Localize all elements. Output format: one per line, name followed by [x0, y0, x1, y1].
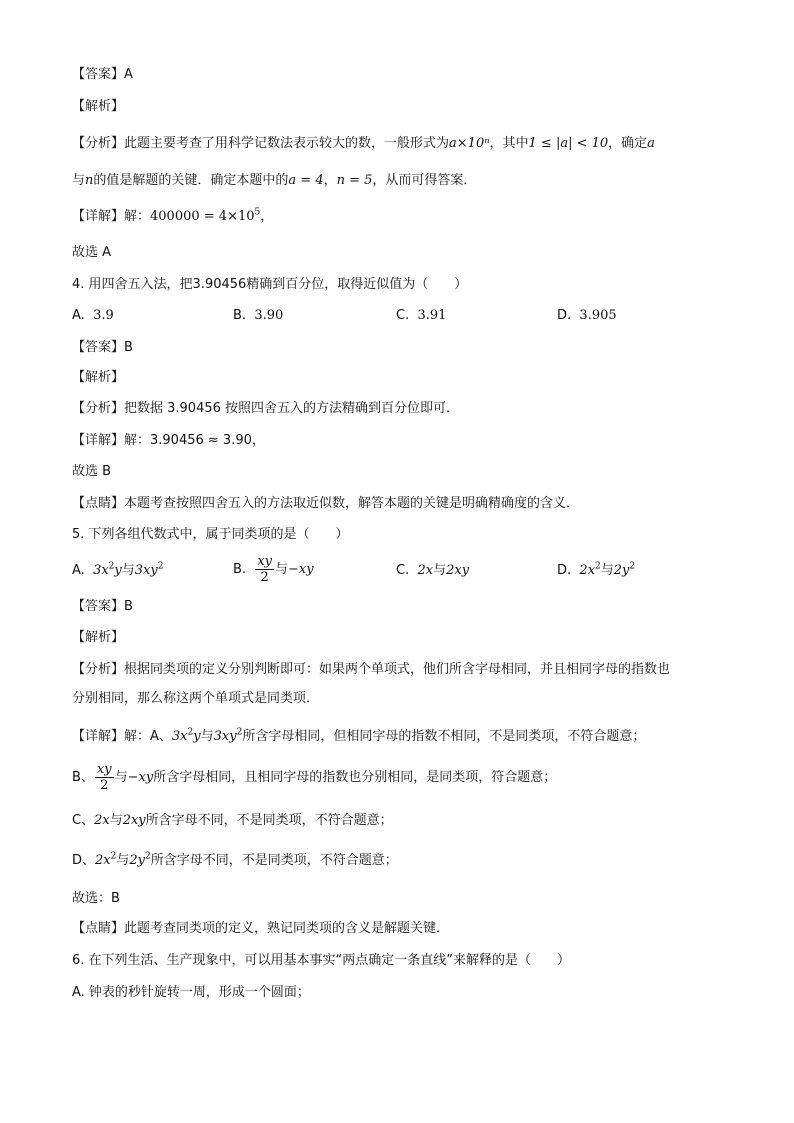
- text: 所含字母相同，且相同字母的指数也分别相同，是同类项，符合题意；: [153, 770, 557, 785]
- option-letter: D.: [557, 308, 572, 323]
- q4-option-a: [72, 307, 114, 325]
- q5-analysis-line-1: 【分析】根据同类项的定义分别判断即可：如果两个单项式，他们所含字母相同，并且相同字母的指数也: [72, 662, 671, 677]
- fraction: [95, 762, 114, 793]
- q4-final: 故选 B: [72, 464, 112, 479]
- text: 与: [116, 853, 130, 868]
- q5-detail-a: [72, 728, 645, 746]
- text: 与: [200, 729, 214, 744]
- exponent: 2: [145, 851, 151, 862]
- q5-answer: 【答案】B: [72, 599, 133, 614]
- q4-note: 【点睛】本题考查按照四舍五入的方法取近似数，解答本题的关键是明确精确度的含义．: [72, 496, 580, 511]
- text: 与: [121, 563, 135, 578]
- term: y: [193, 729, 201, 744]
- text: 与: [114, 770, 128, 785]
- q3-final: 故选 A: [72, 245, 112, 260]
- q3-answer: 【答案】A: [72, 67, 133, 82]
- text: 与: [72, 173, 86, 188]
- fraction-denominator: 2: [100, 778, 109, 793]
- term: 2x: [417, 563, 434, 578]
- text: 此题主要考查了用科学记数法表示较大的数，一般形式为: [124, 136, 450, 151]
- option-letter: B.: [233, 562, 247, 577]
- option-letter: B.: [233, 308, 247, 323]
- q5-analysis-line-2: 分别相同，那么称这两个单项式是同类项．: [72, 691, 320, 706]
- var-a: a: [647, 136, 655, 151]
- fenxi-label: 【分析】: [72, 136, 125, 151]
- text: 与: [433, 563, 447, 578]
- text: D、: [72, 853, 96, 868]
- q5-option-c: [396, 562, 469, 580]
- var-n: n: [85, 173, 94, 188]
- fraction: [255, 554, 274, 585]
- fraction-numerator: xy: [257, 554, 273, 569]
- text: 所含字母不同，不是同类项，不符合题意；: [150, 853, 398, 868]
- term: 2y: [613, 563, 630, 578]
- text: C、: [72, 813, 95, 828]
- q3-analysis-line-2: [72, 172, 476, 190]
- q6-option-a: A. 钟表的秒针旋转一周，形成一个圆面；: [72, 985, 310, 1000]
- term: 2x: [94, 813, 110, 828]
- option-text: 3.905: [579, 308, 617, 323]
- range-condition: 1 ≤ |a| < 10: [528, 136, 609, 151]
- term: −xy: [127, 770, 154, 785]
- text: ，: [323, 173, 337, 188]
- text: ，从而可得答案．: [372, 173, 477, 188]
- term: 2xy: [122, 813, 146, 828]
- exponent: 5: [254, 207, 261, 218]
- term: −xy: [288, 562, 314, 577]
- term: 3x: [93, 563, 109, 578]
- term: 2x: [579, 563, 596, 578]
- term: y: [114, 563, 122, 578]
- q4-option-c: [396, 307, 446, 325]
- q4-option-d: [557, 307, 617, 325]
- sci-form: a×10ⁿ: [449, 136, 490, 151]
- term: 2y: [129, 853, 145, 868]
- q5-final: 故选：B: [72, 891, 120, 906]
- xiangjie-label: 【详解】解：: [72, 209, 151, 224]
- exponent: 2: [629, 561, 636, 572]
- term: 3xy: [134, 563, 158, 578]
- option-letter: A.: [72, 563, 85, 578]
- q4-analysis-heading: 【解析】: [72, 370, 125, 385]
- option-text: 3.90: [254, 308, 284, 323]
- option-letter: A.: [72, 308, 85, 323]
- exponent: 2: [595, 561, 601, 572]
- q6-stem: 6. 在下列生活、生产现象中，可以用基本事实“两点确定一条直线”来解释的是（ ）: [72, 953, 571, 968]
- q5-detail-b: [72, 762, 556, 793]
- q5-detail-d: [72, 852, 398, 870]
- q4-option-b: [233, 307, 283, 325]
- q5-note: 【点睛】此题考查同类项的定义，熟记同类项的含义是解题关键．: [72, 921, 450, 936]
- q5-option-d: [557, 562, 635, 580]
- exponent: 2: [236, 727, 243, 738]
- exponent: 2: [187, 727, 194, 738]
- option-text: 3.91: [417, 308, 447, 323]
- fraction-numerator: xy: [96, 762, 112, 777]
- text: 与: [109, 813, 123, 828]
- q5-option-b: [233, 554, 314, 585]
- q5-analysis-heading: 【解析】: [72, 630, 125, 645]
- q3-analysis-line-1: [72, 135, 655, 153]
- q5-stem: 5. 下列各组代数式中，属于同类项的是（ ）: [72, 527, 349, 542]
- text: 的值是解题的关键．确定本题中的: [93, 173, 289, 188]
- text: ，确定: [608, 136, 648, 151]
- text: 所含字母不同，不是同类项，不符合题意；: [145, 813, 393, 828]
- term: 2x: [95, 853, 111, 868]
- q4-detail: 【详解】解：3.90456 ≈ 3.90，: [72, 433, 265, 448]
- text: 与: [600, 563, 614, 578]
- text: ，其中: [489, 136, 529, 151]
- exponent: 2: [108, 561, 115, 572]
- exponent: 2: [110, 851, 117, 862]
- q3-detail: [72, 208, 273, 226]
- q4-stem: 4. 用四舍五入法，把3.90456精确到百分位，取得近似值为（ ）: [72, 277, 468, 292]
- q5-detail-c: [72, 812, 393, 830]
- option-letter: C.: [396, 563, 410, 578]
- term: 3xy: [213, 729, 237, 744]
- option-letter: D.: [557, 563, 572, 578]
- equation: 400000 = 4×10: [150, 209, 255, 224]
- term: 2xy: [446, 563, 470, 578]
- n-equals: n = 5: [336, 173, 373, 188]
- option-text: 3.9: [93, 308, 114, 323]
- q3-analysis-heading: 【解析】: [72, 99, 125, 114]
- option-letter: C.: [396, 308, 410, 323]
- text: 与: [275, 562, 289, 577]
- fraction-denominator: 2: [260, 570, 269, 585]
- q4-analysis: 【分析】把数据 3.90456 按照四舍五入的方法精确到百分位即可．: [72, 401, 460, 416]
- term: 3x: [171, 729, 188, 744]
- text: 所含字母相同，但相同字母的指数不相同，不是同类项，不符合题意；: [242, 729, 646, 744]
- a-equals: a = 4: [288, 173, 324, 188]
- q5-option-a: [72, 562, 163, 580]
- exponent: 2: [157, 561, 164, 572]
- q4-answer: 【答案】B: [72, 340, 133, 355]
- text: B、: [72, 770, 94, 785]
- text: 【详解】解：A、: [72, 729, 172, 744]
- text: ，: [260, 209, 274, 224]
